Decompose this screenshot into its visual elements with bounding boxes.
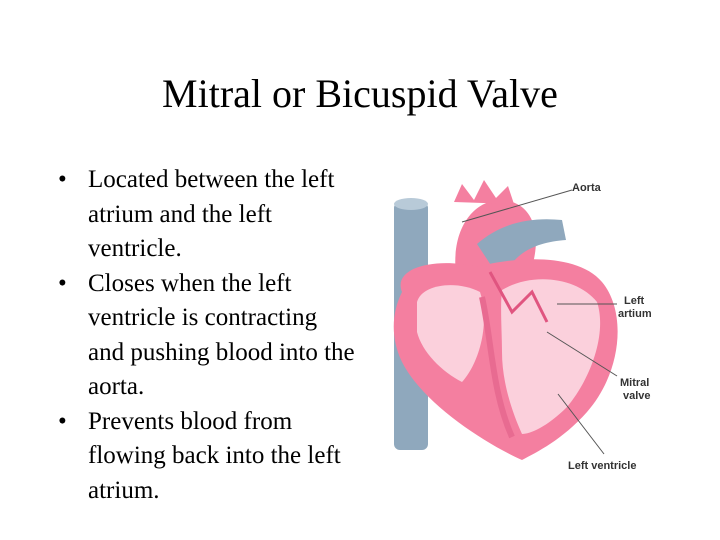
- bullet-text: Located between the left atrium and the left ventricle.: [88, 166, 335, 262]
- heart-diagram: [362, 172, 672, 480]
- bullet-item: [58, 163, 358, 267]
- bullet-list: [58, 163, 358, 508]
- mitral-valve-label-line2: valve: [623, 390, 651, 402]
- bullet-dot: •: [58, 269, 67, 297]
- heart-illustration: [362, 172, 672, 480]
- slide-title: Mitral or Bicuspid Valve: [162, 71, 558, 116]
- mitral-valve-label-line1: Mitral: [620, 377, 650, 389]
- bullet-dot: •: [58, 407, 67, 435]
- bullet-text: Prevents blood from flowing back into the left atrium.: [88, 407, 341, 504]
- left-atrium-label-line2: artium: [618, 308, 652, 320]
- left-atrium-label-line1: Left: [624, 295, 645, 307]
- aorta-label: Aorta: [572, 182, 601, 194]
- vena-cava-opening: [394, 198, 428, 210]
- bullet-item: [58, 267, 358, 405]
- bullet-text: Closes when the left ventricle is contracting and pushing blood into the aorta.: [88, 269, 355, 400]
- bullet-dot: •: [58, 166, 67, 193]
- left-ventricle-label: Left ventricle: [568, 460, 637, 472]
- bullet-item: [58, 405, 358, 509]
- aorta-branches: [454, 180, 514, 204]
